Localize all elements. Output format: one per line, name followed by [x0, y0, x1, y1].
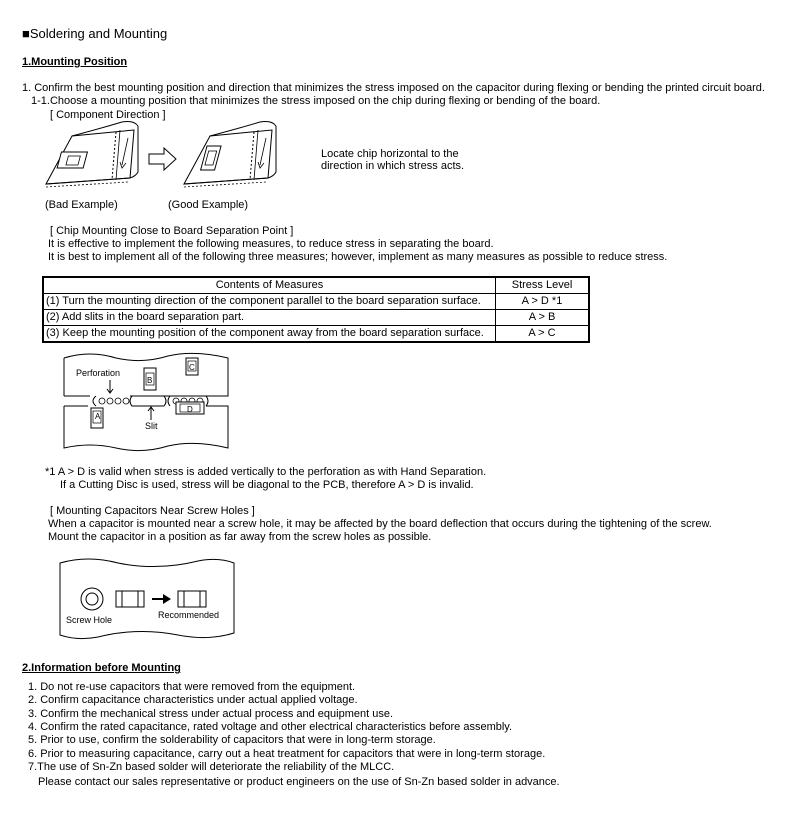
- screw-line1: When a capacitor is mounted near a screw hole, it may be affected by the board deflection that occurs during the tightening of the screw.: [48, 518, 712, 530]
- screw-hole-diagram: [58, 555, 238, 643]
- screw-line2: Mount the capacitor in a position as far away from the screw holes as possible.: [48, 531, 432, 543]
- screw-heading: [ Mounting Capacitors Near Screw Holes ]: [50, 505, 255, 517]
- label-c: C: [189, 363, 195, 372]
- table-cell: (3) Keep the mounting position of the component away from the board separation surface.: [43, 326, 496, 343]
- paragraph-1-1: 1-1.Choose a mounting position that minimizes the stress imposed on the chip during flexing or bending of the board.: [31, 95, 601, 107]
- arrow-icon: [148, 146, 178, 172]
- list-item: 3. Confirm the mechanical stress under actual process and equipment use.: [28, 708, 394, 720]
- label-b: B: [147, 376, 153, 385]
- list-item: 1. Do not re-use capacitors that were removed from the equipment.: [28, 681, 356, 693]
- table-cell: A > D *1: [496, 294, 590, 310]
- table-row: [43, 326, 589, 343]
- bad-example-label: (Bad Example): [45, 199, 118, 211]
- section1-heading: 1.Mounting Position: [22, 56, 128, 68]
- paragraph-1: 1. Confirm the best mounting position and direction that minimizes the stress imposed on the capacitor during flexing or bending the printed circuit board.: [22, 82, 765, 94]
- list-item: 5. Prior to use, confirm the solderability of capacitors that were in long-term storage.: [28, 734, 436, 746]
- screw-hole-label: Screw Hole: [66, 615, 113, 625]
- table-cell: (2) Add slits in the board separation part.: [43, 310, 496, 326]
- list-item: 7.The use of Sn-Zn based solder will deteriorate the reliability of the MLCC.: [28, 761, 395, 773]
- footnote-line2: If a Cutting Disc is used, stress will be diagonal to the PCB, therefore A > D is invalid.: [60, 479, 474, 491]
- label-a: A: [95, 412, 101, 421]
- locate-note-line1: Locate chip horizontal to the: [321, 148, 459, 160]
- perforation-label: Perforation: [76, 368, 121, 378]
- separation-line2: It is best to implement all of the following three measures; however, implement as many measures as possible to reduce stress.: [48, 251, 668, 263]
- label-d: D: [187, 405, 193, 414]
- separation-heading: [ Chip Mounting Close to Board Separation Point ]: [50, 225, 294, 237]
- locate-note-line2: direction in which stress acts.: [321, 160, 465, 172]
- list-item: 6. Prior to measuring capacitance, carry out a heat treatment for capacitors that were in long-term storage.: [28, 748, 546, 760]
- recommended-label: Recommended: [158, 610, 220, 620]
- section2-heading: 2.Information before Mounting: [22, 662, 181, 674]
- list-item-continuation: Please contact our sales representative or product engineers on the use of Sn-Zn based solder in advance.: [38, 776, 560, 788]
- good-example-label: (Good Example): [168, 199, 249, 211]
- list-item: 2. Confirm capacitance characteristics under actual applied voltage.: [28, 694, 358, 706]
- table-header-cell: Contents of Measures: [43, 277, 496, 294]
- measures-table: [42, 276, 590, 343]
- perforation-diagram: [60, 350, 235, 455]
- table-header-row: [43, 277, 589, 294]
- table-header-cell: Stress Level: [496, 277, 590, 294]
- component-direction-heading: [ Component Direction ]: [50, 109, 166, 121]
- bad-example-illustration: [42, 120, 142, 190]
- table-cell: A > B: [496, 310, 590, 326]
- table-row: [43, 310, 589, 326]
- slit-label: Slit: [145, 421, 158, 431]
- table-row: [43, 294, 589, 310]
- good-example-illustration: [180, 120, 280, 190]
- table-cell: A > C: [496, 326, 590, 343]
- separation-line1: It is effective to implement the following measures, to reduce stress in separating the board.: [48, 238, 494, 250]
- list-item: 4. Confirm the rated capacitance, rated voltage and other electrical characteristics before assembly.: [28, 721, 513, 733]
- footnote-line1: *1 A > D is valid when stress is added vertically to the perforation as with Hand Separation.: [45, 466, 487, 478]
- page-title: ■Soldering and Mounting: [22, 26, 168, 41]
- table-cell: (1) Turn the mounting direction of the component parallel to the board separation surface.: [43, 294, 496, 310]
